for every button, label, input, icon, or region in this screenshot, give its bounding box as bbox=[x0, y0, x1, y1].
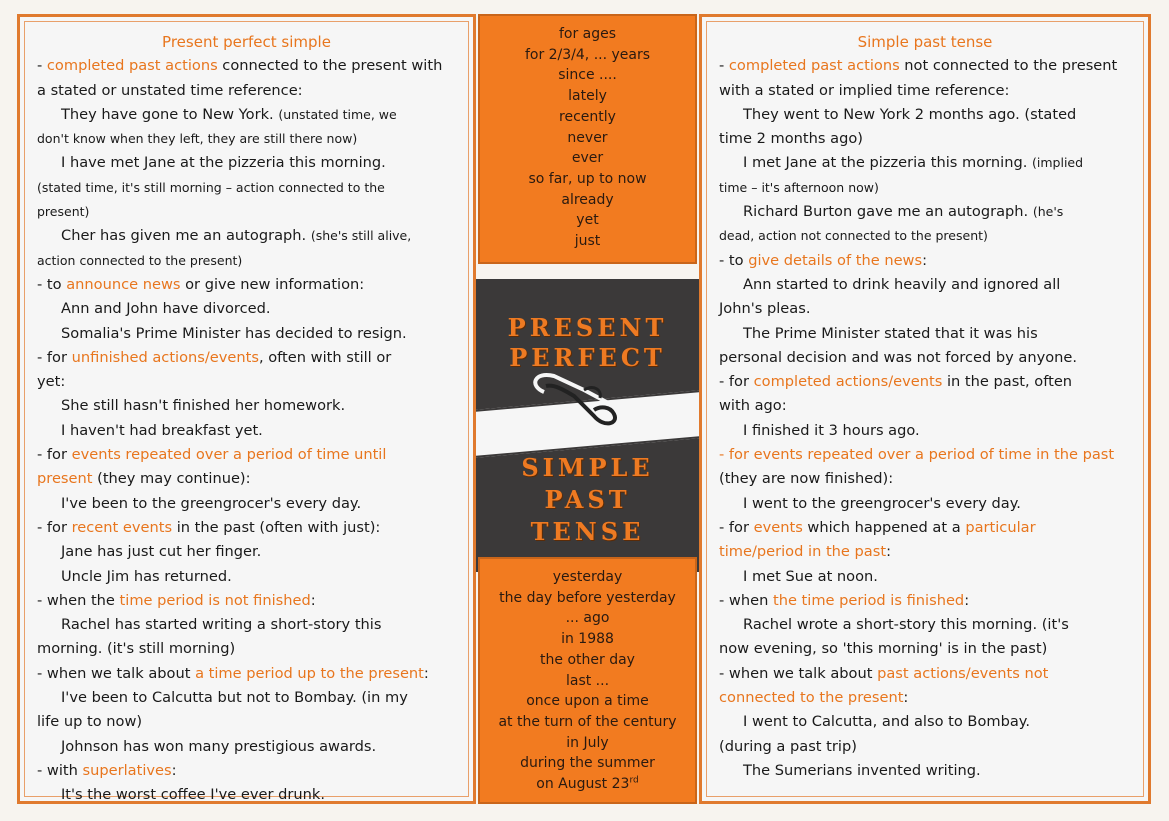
text-line bbox=[719, 759, 1131, 783]
highlighted-phrase: events repeated over a period of time until bbox=[71, 446, 387, 464]
text-line bbox=[37, 783, 456, 804]
text-line bbox=[719, 54, 1131, 78]
text-segment: Rachel has started writing a short-story this bbox=[61, 616, 382, 634]
middle-column bbox=[476, 14, 699, 804]
highlighted-phrase: completed past actions bbox=[46, 57, 218, 75]
text-segment: in the past, often bbox=[942, 373, 1073, 391]
text-segment: Somalia's Prime Minister has decided to resign. bbox=[61, 324, 407, 342]
scissors-icon bbox=[524, 366, 634, 436]
text-line bbox=[719, 273, 1131, 297]
text-line bbox=[719, 249, 1131, 273]
note-text: (he's bbox=[1032, 204, 1064, 220]
text-line bbox=[719, 297, 1131, 321]
text-segment: now evening, so 'this morning' is in the past) bbox=[719, 640, 1048, 658]
text-line bbox=[37, 346, 456, 370]
text-segment: Ann and John have divorced. bbox=[61, 300, 271, 318]
highlighted-phrase: give details of the news bbox=[748, 251, 923, 269]
time-expression: for ages bbox=[558, 26, 617, 42]
highlighted-phrase: - for events repeated over a period of time in the past bbox=[719, 446, 1115, 464]
left-panel-content bbox=[37, 54, 456, 804]
time-expression: recently bbox=[559, 108, 616, 125]
time-expression: lately bbox=[568, 88, 607, 105]
text-segment: - when the bbox=[37, 591, 120, 609]
text-line bbox=[719, 200, 1131, 224]
text-segment: connected to the present with bbox=[217, 57, 443, 75]
text-segment: Richard Burton gave me an autograph. bbox=[743, 203, 1033, 221]
highlighted-phrase: time period is not finished bbox=[119, 591, 311, 609]
time-expression: already bbox=[561, 191, 614, 208]
text-line bbox=[719, 710, 1131, 734]
text-line bbox=[37, 103, 456, 127]
text-segment: - bbox=[37, 57, 47, 75]
text-line bbox=[719, 370, 1131, 394]
heading-word: PAST bbox=[544, 485, 631, 514]
right-panel-content bbox=[719, 54, 1131, 783]
note-text: (stated time, it's still morning – action connected to the bbox=[37, 179, 385, 195]
note-text: action connected to the present) bbox=[37, 252, 243, 268]
text-segment: I went to the greengrocer's every day. bbox=[743, 494, 1021, 512]
text-segment: They went to New York 2 months ago. (stated bbox=[743, 105, 1077, 123]
text-line bbox=[719, 565, 1131, 589]
note-text: don't know when they left, they are still there now) bbox=[37, 131, 358, 147]
highlighted-phrase: the time period is finished bbox=[772, 591, 965, 609]
text-line bbox=[719, 467, 1131, 491]
text-line bbox=[719, 79, 1131, 103]
text-segment: : bbox=[423, 664, 429, 682]
text-segment: John's pleas. bbox=[719, 300, 811, 318]
time-expression: on August 23rd bbox=[536, 775, 639, 793]
text-line bbox=[719, 443, 1131, 467]
text-segment: life up to now) bbox=[37, 713, 143, 731]
time-expression: during the summer bbox=[520, 755, 655, 772]
text-segment: Jane has just cut her finger. bbox=[61, 543, 262, 561]
text-segment: which happened at a bbox=[802, 518, 966, 536]
text-line bbox=[37, 565, 456, 589]
text-segment: The Prime Minister stated that it was his bbox=[743, 324, 1038, 342]
text-line bbox=[37, 686, 456, 710]
text-line bbox=[719, 224, 1131, 248]
text-segment: I finished it 3 hours ago. bbox=[743, 421, 920, 439]
text-segment: It's the worst coffee I've ever drunk. bbox=[61, 786, 325, 804]
highlighted-phrase: time/period in the past bbox=[719, 543, 887, 561]
text-line bbox=[37, 492, 456, 516]
text-line bbox=[719, 735, 1131, 759]
text-line bbox=[719, 540, 1131, 564]
text-segment: I met Jane at the pizzeria this morning. bbox=[743, 154, 1033, 172]
note-text: (implied bbox=[1032, 155, 1084, 171]
note-text: present) bbox=[37, 204, 90, 220]
text-line bbox=[719, 176, 1131, 200]
text-line bbox=[719, 419, 1131, 443]
heading-word: PERFECT bbox=[509, 343, 666, 372]
text-segment: - to bbox=[37, 275, 67, 293]
text-segment: - for bbox=[37, 518, 72, 536]
text-segment: in the past (often with just): bbox=[172, 518, 381, 536]
highlighted-phrase: recent events bbox=[71, 518, 173, 536]
highlighted-phrase: present bbox=[37, 470, 93, 488]
highlighted-phrase: particular bbox=[965, 518, 1036, 536]
text-segment: They have gone to New York. bbox=[61, 105, 279, 123]
text-line bbox=[719, 103, 1131, 127]
time-expression: just bbox=[574, 233, 601, 250]
text-line bbox=[37, 273, 456, 297]
text-segment: or give new information: bbox=[180, 275, 365, 293]
highlighted-phrase: superlatives bbox=[82, 761, 172, 779]
text-segment: (during a past trip) bbox=[719, 737, 857, 755]
right-panel-title: Simple past tense bbox=[857, 33, 993, 51]
text-segment: a stated or unstated time reference: bbox=[37, 81, 303, 99]
text-line bbox=[37, 637, 456, 661]
left-panel-present-perfect bbox=[17, 14, 476, 804]
text-line bbox=[37, 297, 456, 321]
text-segment: Johnson has won many prestigious awards. bbox=[61, 737, 377, 755]
text-segment: - for bbox=[37, 348, 72, 366]
time-expression: never bbox=[567, 129, 608, 146]
text-segment: , often with still or bbox=[258, 348, 392, 366]
time-expression: in July bbox=[566, 734, 609, 751]
time-expression: last ... bbox=[565, 672, 610, 689]
highlighted-phrase: a time period up to the present bbox=[195, 664, 424, 682]
highlighted-phrase: events bbox=[753, 518, 803, 536]
text-segment: : bbox=[922, 251, 928, 269]
text-segment: - for bbox=[37, 446, 72, 464]
text-segment: - when we talk about bbox=[719, 664, 878, 682]
text-line bbox=[37, 224, 456, 248]
text-line bbox=[37, 662, 456, 686]
highlighted-phrase: connected to the present bbox=[719, 689, 904, 707]
text-segment: I've been to Calcutta but not to Bombay. (in my bbox=[61, 689, 408, 707]
text-line bbox=[37, 370, 456, 394]
text-line bbox=[37, 127, 456, 151]
text-line bbox=[719, 322, 1131, 346]
text-line bbox=[719, 662, 1131, 686]
time-expression: ... ago bbox=[565, 610, 610, 627]
text-line bbox=[37, 394, 456, 418]
text-segment: Rachel wrote a short-story this morning. (it's bbox=[743, 616, 1069, 634]
text-line bbox=[719, 492, 1131, 516]
highlighted-phrase: completed actions/events bbox=[753, 373, 943, 391]
text-segment: with ago: bbox=[719, 397, 787, 415]
text-line bbox=[37, 710, 456, 734]
left-panel-title: Present perfect simple bbox=[162, 33, 331, 51]
text-segment: - when bbox=[719, 591, 773, 609]
text-segment: I've been to the greengrocer's every day. bbox=[61, 494, 362, 512]
time-expression: once upon a time bbox=[526, 693, 649, 710]
text-segment: Cher has given me an autograph. bbox=[61, 227, 311, 245]
highlighted-phrase: announce news bbox=[66, 275, 181, 293]
text-line bbox=[37, 249, 456, 273]
text-line bbox=[37, 759, 456, 783]
text-line bbox=[719, 151, 1131, 175]
time-expression: the day before yesterday bbox=[499, 589, 676, 606]
text-segment: I met Sue at noon. bbox=[743, 567, 878, 585]
text-segment: I went to Calcutta, and also to Bombay. bbox=[743, 713, 1030, 731]
text-segment: - bbox=[719, 57, 729, 75]
text-segment: time 2 months ago) bbox=[719, 130, 863, 148]
time-expression: the other day bbox=[540, 651, 635, 668]
text-line bbox=[37, 589, 456, 613]
text-segment: Uncle Jim has returned. bbox=[61, 567, 232, 585]
text-line bbox=[719, 516, 1131, 540]
time-expression: since .... bbox=[558, 67, 617, 84]
text-segment: yet: bbox=[37, 373, 66, 391]
text-segment: personal decision and was not forced by anyone. bbox=[719, 348, 1078, 366]
time-expression: in 1988 bbox=[561, 631, 614, 648]
text-line bbox=[719, 637, 1131, 661]
text-segment: - for bbox=[719, 373, 754, 391]
text-line bbox=[37, 54, 456, 78]
highlighted-phrase: past actions/events not bbox=[877, 664, 1049, 682]
text-segment: morning. (it's still morning) bbox=[37, 640, 236, 658]
past-simple-time-expressions bbox=[478, 557, 697, 804]
note-text: (unstated time, we bbox=[278, 106, 397, 122]
right-panel-simple-past bbox=[699, 14, 1151, 804]
note-text: (she's still alive, bbox=[310, 228, 412, 244]
text-line bbox=[719, 589, 1131, 613]
text-line bbox=[719, 127, 1131, 151]
time-expression: yet bbox=[576, 212, 599, 229]
time-expression: yesterday bbox=[552, 569, 623, 585]
text-segment: - with bbox=[37, 761, 83, 779]
text-line bbox=[37, 443, 456, 467]
text-segment: : bbox=[310, 591, 316, 609]
text-segment: : bbox=[886, 543, 892, 561]
text-segment: : bbox=[903, 689, 909, 707]
highlighted-phrase: completed past actions bbox=[728, 57, 900, 75]
text-line bbox=[37, 613, 456, 637]
heading-word: PRESENT bbox=[507, 313, 668, 342]
text-line bbox=[37, 516, 456, 540]
heading-word: TENSE bbox=[530, 517, 645, 546]
text-line bbox=[37, 176, 456, 200]
text-segment: I have met Jane at the pizzeria this morning. bbox=[61, 154, 386, 172]
text-segment: The Sumerians invented writing. bbox=[743, 761, 981, 779]
text-line bbox=[37, 540, 456, 564]
text-line bbox=[37, 419, 456, 443]
text-segment: : bbox=[964, 591, 970, 609]
highlighted-phrase: unfinished actions/events bbox=[71, 348, 259, 366]
text-segment: not connected to the present bbox=[899, 57, 1118, 75]
text-segment: (they may continue): bbox=[92, 470, 251, 488]
text-segment: : bbox=[171, 761, 177, 779]
text-segment: - when we talk about bbox=[37, 664, 196, 682]
heading-word: SIMPLE bbox=[521, 453, 654, 482]
time-expression: so far, up to now bbox=[528, 170, 647, 187]
text-segment: She still hasn't finished her homework. bbox=[61, 397, 346, 415]
time-expression: at the turn of the century bbox=[498, 713, 677, 730]
text-line bbox=[37, 200, 456, 224]
note-text: time – it's afternoon now) bbox=[719, 179, 879, 195]
text-segment: (they are now finished): bbox=[719, 470, 894, 488]
text-segment: - to bbox=[719, 251, 749, 269]
text-line bbox=[37, 79, 456, 103]
text-line bbox=[719, 346, 1131, 370]
time-expression: for 2/3/4, ... years bbox=[524, 46, 651, 63]
text-line bbox=[719, 613, 1131, 637]
text-line bbox=[719, 686, 1131, 710]
text-segment: Ann started to drink heavily and ignored all bbox=[743, 275, 1061, 293]
text-segment: with a stated or implied time reference: bbox=[719, 81, 1010, 99]
time-expression: ever bbox=[571, 150, 604, 167]
text-line bbox=[37, 322, 456, 346]
text-segment: - for bbox=[719, 518, 754, 536]
text-line bbox=[37, 151, 456, 175]
text-line bbox=[37, 735, 456, 759]
text-segment: I haven't had breakfast yet. bbox=[61, 421, 263, 439]
note-text: dead, action not connected to the present) bbox=[719, 228, 988, 244]
text-line bbox=[37, 467, 456, 491]
present-perfect-time-expressions bbox=[478, 14, 697, 264]
text-line bbox=[719, 394, 1131, 418]
